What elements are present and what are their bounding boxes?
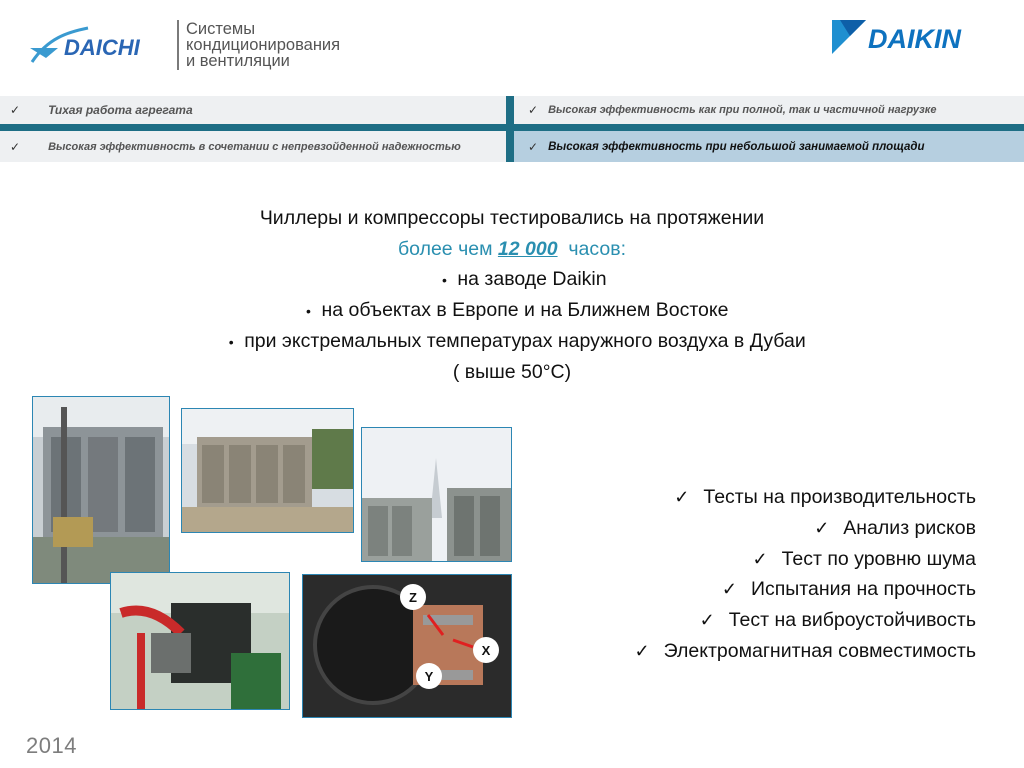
test-item-label: Электромагнитная совместимость xyxy=(663,639,976,662)
test-item-label: Тест на виброустойчивость xyxy=(728,609,976,632)
bullet-item xyxy=(120,264,904,295)
duration-hours: 12 000 xyxy=(497,237,558,260)
check-icon: ✓ xyxy=(634,640,650,661)
bullet-icon: • xyxy=(228,333,234,350)
test-item-label: Тест по уровню шума xyxy=(781,547,976,570)
daikin-logo xyxy=(832,18,1000,56)
axis-label-y: Y xyxy=(424,669,434,684)
check-icon: ✓ xyxy=(10,103,21,117)
test-item-label: Анализ рисков xyxy=(843,516,976,539)
check-icon: ✓ xyxy=(752,548,768,569)
check-icon: ✓ xyxy=(674,487,690,507)
check-icon: ✓ xyxy=(10,139,21,154)
feature-quiet-operation xyxy=(0,96,506,124)
feature-efficiency-reliability xyxy=(0,131,506,162)
axis-label-z: Z xyxy=(409,590,417,605)
logo-divider xyxy=(177,20,179,70)
photo-chiller-outdoor-stand xyxy=(32,396,170,584)
duration-prefix: более чем xyxy=(398,237,498,260)
testing-intro: Чиллеры и компрессоры тестировались на протяжении xyxy=(259,207,765,229)
check-icon: ✓ xyxy=(721,579,737,600)
testing-description xyxy=(120,203,904,388)
daichi-logo-text: DAICHI xyxy=(64,35,140,60)
feature-label: Высокая эффективность как при полной, так и частичной нагрузке xyxy=(548,104,937,116)
test-item xyxy=(635,605,976,636)
check-icon: ✓ xyxy=(699,610,715,631)
axis-label-x: X xyxy=(481,643,491,658)
check-icon: ✓ xyxy=(528,139,539,154)
company-line-1: Системы xyxy=(186,20,256,38)
company-description xyxy=(186,21,340,69)
footer-year: 2014 xyxy=(26,733,77,758)
test-item-label: Испытания на прочность xyxy=(750,578,976,601)
feature-full-partial-load xyxy=(514,96,1024,124)
temperature-note: ( выше 50°C) xyxy=(452,361,572,384)
test-item xyxy=(635,574,976,605)
company-line-2: кондиционирования xyxy=(186,36,341,54)
tests-checklist xyxy=(635,482,976,667)
check-icon: ✓ xyxy=(528,103,539,117)
test-item xyxy=(635,636,976,667)
test-item xyxy=(635,482,976,513)
feature-label: Высокая эффективность при небольшой занимаемой площади xyxy=(548,140,925,153)
photo-compressor-test-bench xyxy=(110,572,290,710)
bullet-icon: • xyxy=(306,302,311,319)
test-item-label: Тесты на производительность xyxy=(703,486,976,508)
daikin-logo-text: DAIKIN xyxy=(868,24,961,54)
test-item xyxy=(635,544,976,575)
bullet-text: на объектах в Европе и на Ближнем Востоке xyxy=(321,299,729,322)
bullet-icon: • xyxy=(441,271,447,288)
duration-suffix: часов: xyxy=(557,237,626,260)
photo-chillers-dubai xyxy=(361,427,512,562)
photo-compressor-vibration-axes xyxy=(302,574,512,718)
test-item xyxy=(635,513,976,544)
feature-label: Высокая эффективность в сочетании с непревзойденной надежностью xyxy=(48,140,461,153)
check-icon: ✓ xyxy=(814,517,830,538)
feature-vertical-stripe xyxy=(506,96,514,162)
testing-duration xyxy=(120,234,904,265)
bullet-text: при экстремальных температурах наружного воздуха в Дубаи xyxy=(244,330,806,353)
bullet-text: на заводе Daikin xyxy=(457,268,607,290)
company-line-3: и вентиляции xyxy=(186,52,290,70)
feature-label: Тихая работа агрегата xyxy=(48,103,193,117)
bullet-item xyxy=(120,326,904,357)
feature-small-footprint xyxy=(514,131,1024,162)
bullet-item xyxy=(120,295,904,326)
daichi-logo xyxy=(28,18,176,76)
photo-chiller-unit-site xyxy=(181,408,354,533)
